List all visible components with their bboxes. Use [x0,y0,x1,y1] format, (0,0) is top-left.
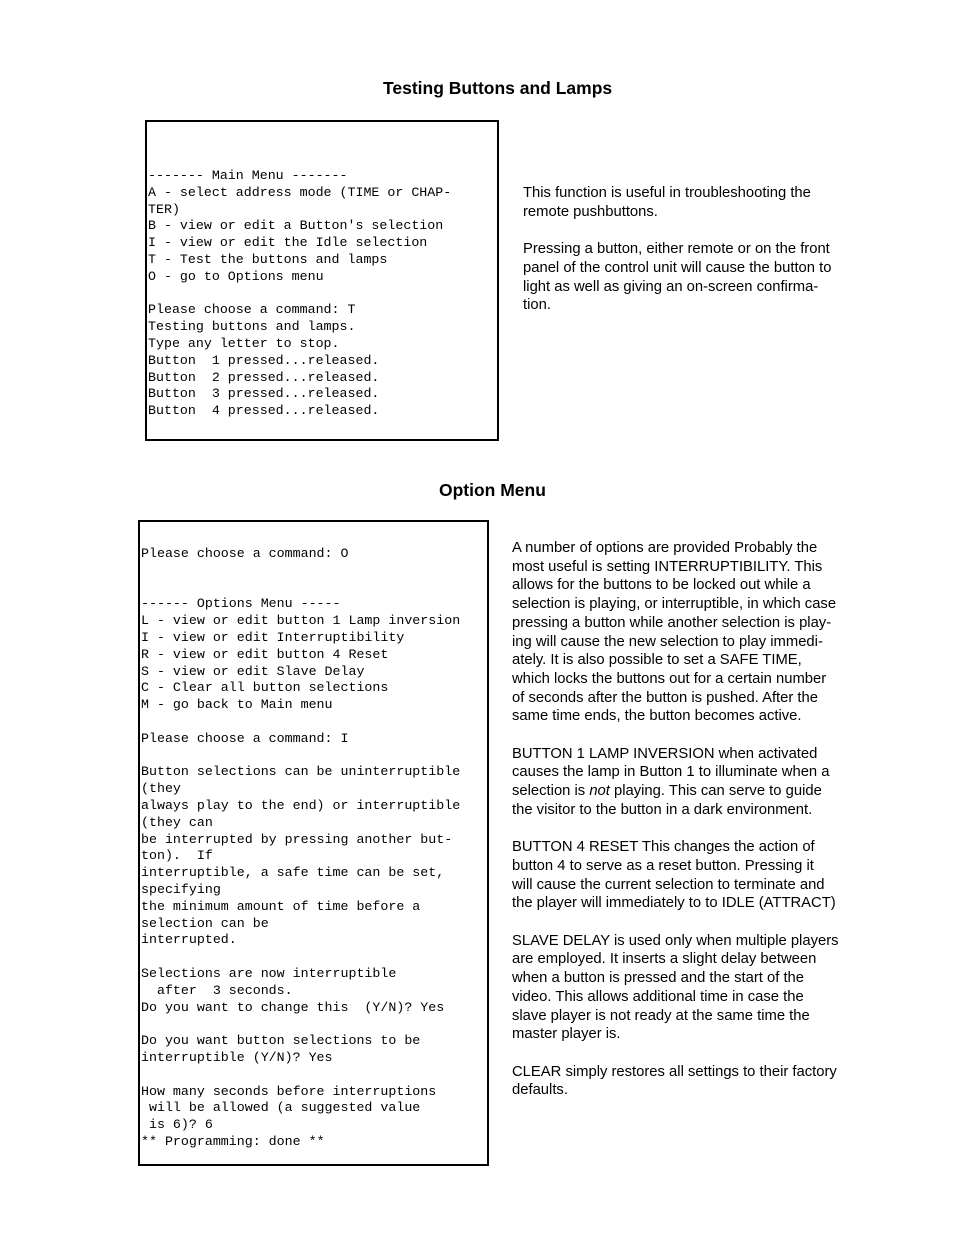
terminal-line: Type any letter to stop. [148,335,340,351]
paragraph-gap [512,1044,839,1063]
terminal-main-menu-text [148,168,451,420]
terminal-line: Testing buttons and lamps. [148,319,356,335]
terminal-line: L - view or edit button 1 Lamp inversion [141,613,461,629]
terminal-line: after 3 seconds. [141,982,293,998]
terminal-line: B - view or edit a Button's selection [148,218,444,234]
paragraph-gap [512,820,839,839]
description-line: SLAVE DELAY is used only when multiple players [512,932,839,949]
terminal-line: ------- Main Menu ------- [148,168,348,183]
description-line: panel of the control unit will cause the button to [523,259,832,276]
description-line: BUTTON 1 LAMP INVERSION when activated [512,745,818,762]
description-line: button 4 to serve as a reset button. Pressing it [512,857,814,874]
terminal-line: C - Clear all button selections [141,680,389,696]
description-line: remote pushbuttons. [523,203,658,220]
description-line: when a button is pressed and the start of the [512,970,805,987]
terminal-line: interruptible (Y/N)? Yes [141,1049,333,1065]
line-text: playing. This can serve to guide [609,783,822,800]
terminal-line: always play to the end) or interruptible [141,797,461,813]
description-line: tion. [523,297,551,314]
emphasis-text: not [589,783,610,800]
description-line: which locks the buttons out for a certain number [512,670,827,687]
description-line: will cause the current selection to terminate and [512,876,825,893]
description-line: ately. It is also possible to set a SAFE TIME, [512,652,802,669]
paragraph-gap [512,726,839,745]
section-title-testing: Testing Buttons and Lamps [383,78,613,98]
description-line: pressing a button while another selection is play- [512,614,832,631]
description-line: ing will cause the new selection to play immedi- [512,633,823,650]
description-line: the visitor to the button in a dark environment. [512,801,813,818]
terminal-line: Do you want button selections to be [141,1033,421,1049]
terminal-line: How many seconds before interruptions [141,1083,437,1099]
terminal-line: R - view or edit button 4 Reset [141,646,389,662]
terminal-line: Please choose a command: I [141,730,349,746]
terminal-line: ------ Options Menu ----- [141,596,341,612]
terminal-line: Button 3 pressed...released. [148,386,380,402]
terminal-line: interruptible, a safe time can be set, [141,865,445,881]
description-line: causes the lamp in Button 1 to illuminate when a [512,764,830,781]
description-line: same time ends, the button becomes active. [512,708,802,725]
terminal-line: the minimum amount of time before a [141,898,421,914]
terminal-line: Do you want to change this (Y/N)? Yes [141,999,445,1015]
paragraph-gap [512,913,839,932]
description-line: master player is. [512,1026,621,1043]
section-title-option-menu: Option Menu [439,480,546,500]
terminal-line: Button 2 pressed...released. [148,369,380,385]
paragraph-gap [523,221,831,240]
description-line: of seconds after the button is pushed. After the [512,689,819,706]
terminal-line: ** Programming: done ** [141,1133,325,1149]
terminal-line: O - go to Options menu [148,268,324,284]
description-line: most useful is setting INTERRUPTIBILITY. This [512,558,823,575]
terminal-line: specifying [141,881,221,897]
terminal-options-menu-text [141,546,460,1151]
description-line: defaults. [512,1082,568,1099]
description-line: Pressing a button, either remote or on the front [523,241,830,258]
terminal-line: will be allowed (a suggested value [141,1100,421,1116]
description-line: This function is useful in troubleshooting the [523,185,811,201]
terminal-line: Button 1 pressed...released. [148,352,380,368]
terminal-line: selection can be [141,915,269,931]
description-line: are employed. It inserts a slight delay between [512,951,817,968]
terminal-line: ton). If [141,848,213,864]
terminal-line: I - view or edit the Idle selection [148,235,428,251]
description-line: selection is playing, or interruptible, in which case [512,596,837,613]
description-line: A number of options are provided Probably the [512,540,818,556]
description-line: CLEAR simply restores all settings to their factory [512,1063,837,1080]
terminal-line: T - Test the buttons and lamps [148,251,388,267]
terminal-line: (they [141,781,181,797]
terminal-line: interrupted. [141,932,237,948]
terminal-line: TER) [148,201,180,217]
options-description [512,539,839,1100]
terminal-line: I - view or edit Interruptibility [141,629,405,645]
description-line: video. This allows additional time in case the [512,988,804,1005]
terminal-line: S - view or edit Slave Delay [141,663,365,679]
description-line: the player will immediately to to IDLE (ATTRACT) [512,895,836,912]
description-line: BUTTON 4 RESET This changes the action of [512,839,815,856]
description-line: slave player is not ready at the same time the [512,1007,810,1024]
terminal-line: is 6)? 6 [141,1117,213,1133]
description-line [512,782,839,801]
testing-description [523,184,831,315]
terminal-line: Please choose a command: T [148,302,356,318]
terminal-line: M - go back to Main menu [141,697,333,713]
description-line: light as well as giving an on-screen confirma- [523,278,819,295]
terminal-line: Selections are now interruptible [141,965,397,981]
terminal-line: Button 4 pressed...released. [148,403,380,419]
description-line: allows for the buttons to be locked out while a [512,577,811,594]
terminal-line: Please choose a command: O [141,546,349,561]
terminal-line: be interrupted by pressing another but- [141,831,453,847]
terminal-line: A - select address mode (TIME or CHAP- [148,184,452,200]
terminal-line: (they can [141,814,213,830]
line-text: selection is [512,783,590,800]
terminal-line: Button selections can be uninterruptible [141,764,461,780]
